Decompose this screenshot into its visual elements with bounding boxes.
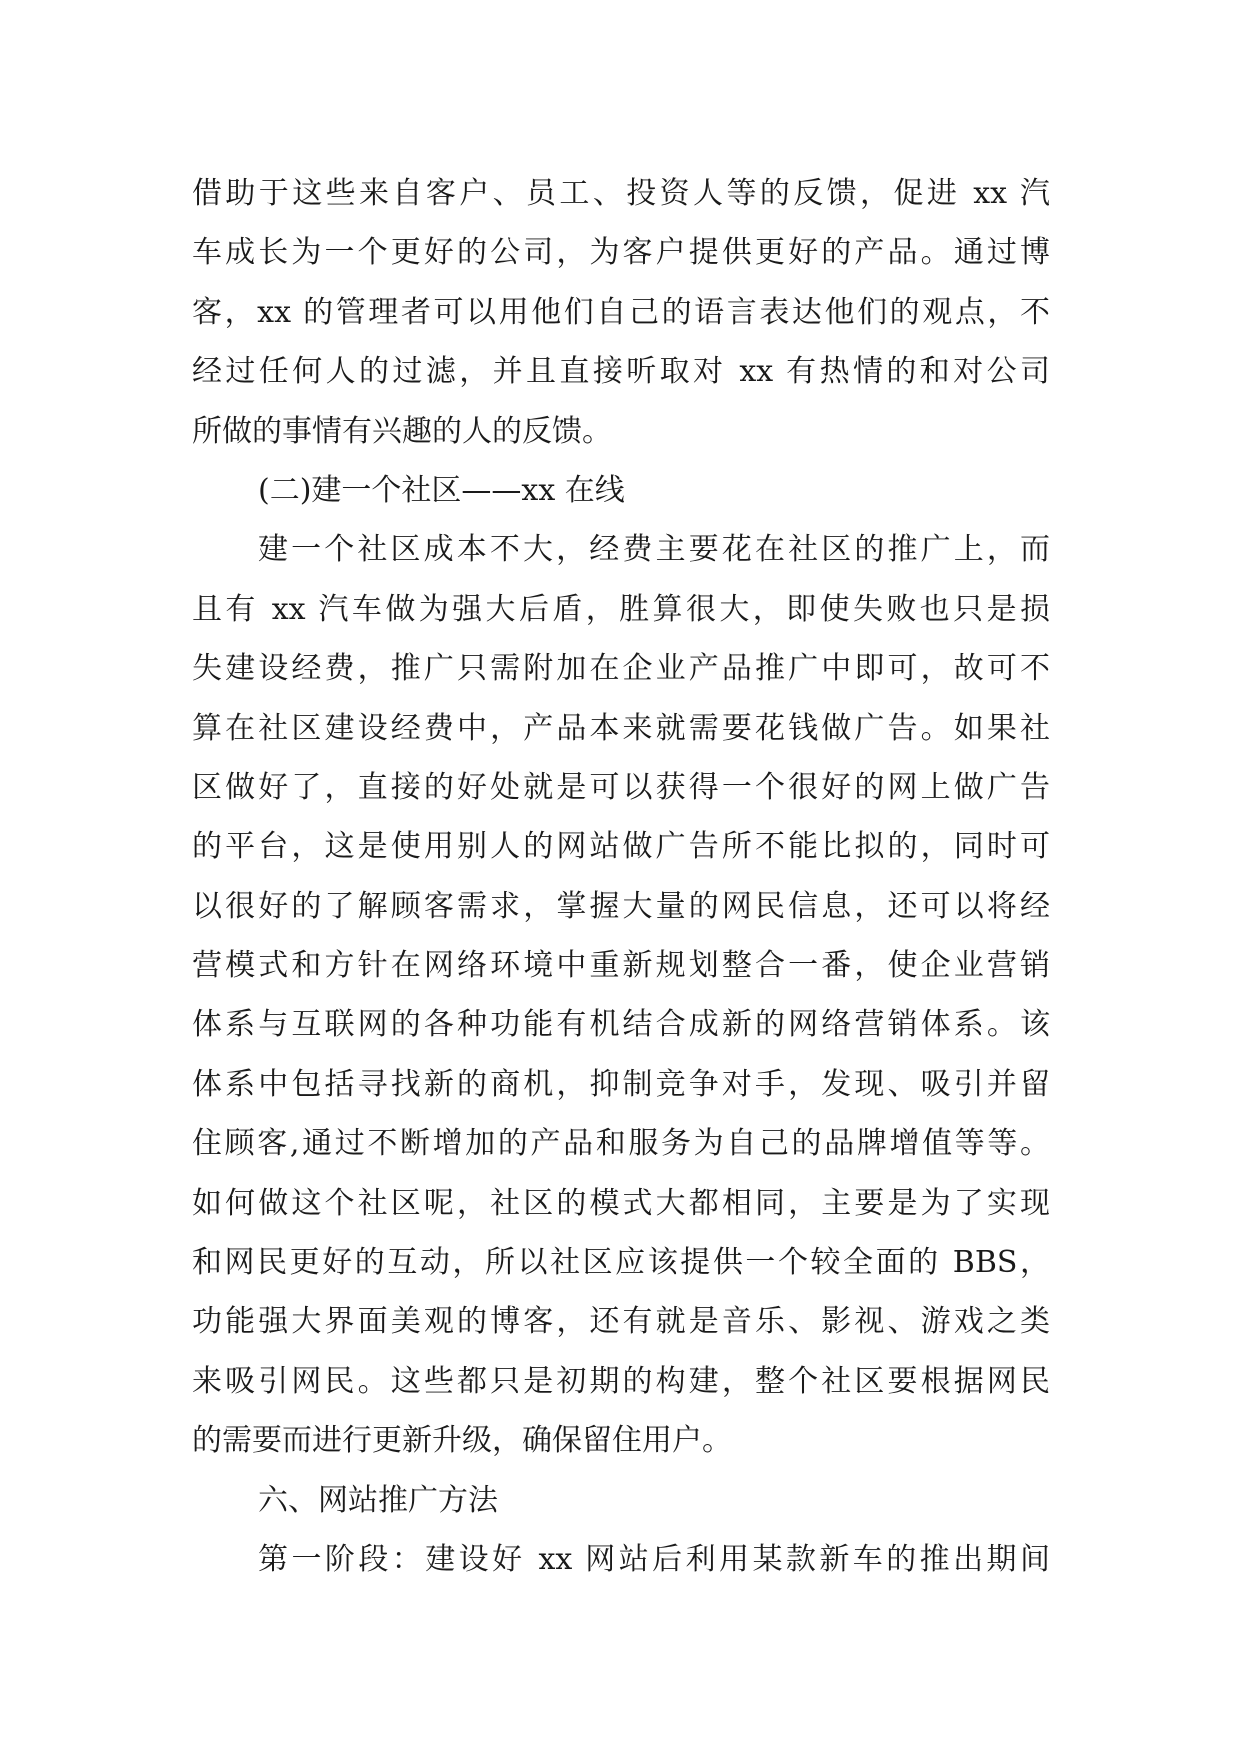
text-line: 区做好了，直接的好处就是可以获得一个很好的网上做广告 xyxy=(192,769,1050,805)
text-line: 体系与互联网的各种功能有机结合成新的网络营销体系。该 xyxy=(192,1007,1050,1043)
text-line: 功能强大界面美观的博客，还有就是音乐、影视、游戏之类 xyxy=(192,1304,1050,1340)
text-line: 经过任何人的过滤，并且直接听取对 xx 有热情的和对公司 xyxy=(192,354,1050,390)
text-line: 以很好的了解顾客需求，掌握大量的网民信息，还可以将经 xyxy=(192,888,1050,924)
text-line: 车成长为一个更好的公司，为客户提供更好的产品。通过博 xyxy=(192,235,1050,271)
text-line: 住顾客,通过不断增加的产品和服务为自己的品牌增值等等。 xyxy=(192,1126,1050,1162)
text-line: (二)建一个社区——xx 在线 xyxy=(258,472,625,508)
text-line: 算在社区建设经费中，产品本来就需要花钱做广告。如果社 xyxy=(192,710,1050,746)
text-line: 如何做这个社区呢，社区的模式大都相同，主要是为了实现 xyxy=(192,1185,1050,1221)
text-line: 的需要而进行更新升级，确保留住用户。 xyxy=(192,1423,732,1459)
text-line: 建一个社区成本不大，经费主要花在社区的推广上，而 xyxy=(258,532,1050,568)
body-text xyxy=(192,164,1050,1589)
text-line: 来吸引网民。这些都只是初期的构建，整个社区要根据网民 xyxy=(192,1363,1050,1399)
text-line: 客，xx 的管理者可以用他们自己的语言表达他们的观点，不 xyxy=(192,294,1050,330)
text-line: 且有 xx 汽车做为强大后盾，胜算很大，即使失败也只是损 xyxy=(192,591,1050,627)
text-line: 的平台，这是使用别人的网站做广告所不能比拟的，同时可 xyxy=(192,829,1050,865)
text-line: 体系中包括寻找新的商机，抑制竞争对手，发现、吸引并留 xyxy=(192,1066,1050,1102)
text-line: 失建设经费，推广只需附加在企业产品推广中即可，故可不 xyxy=(192,651,1050,687)
text-line: 第一阶段：建设好 xx 网站后利用某款新车的推出期间 xyxy=(258,1541,1050,1577)
text-line: 和网民更好的互动，所以社区应该提供一个较全面的 BBS， xyxy=(192,1245,1050,1281)
text-line: 借助于这些来自客户、员工、投资人等的反馈，促进 xx 汽 xyxy=(192,176,1050,211)
text-line: 所做的事情有兴趣的人的反馈。 xyxy=(192,413,612,449)
text-line: 营模式和方针在网络环境中重新规划整合一番，使企业营销 xyxy=(192,948,1050,984)
text-line: 六、网站推广方法 xyxy=(258,1482,498,1518)
